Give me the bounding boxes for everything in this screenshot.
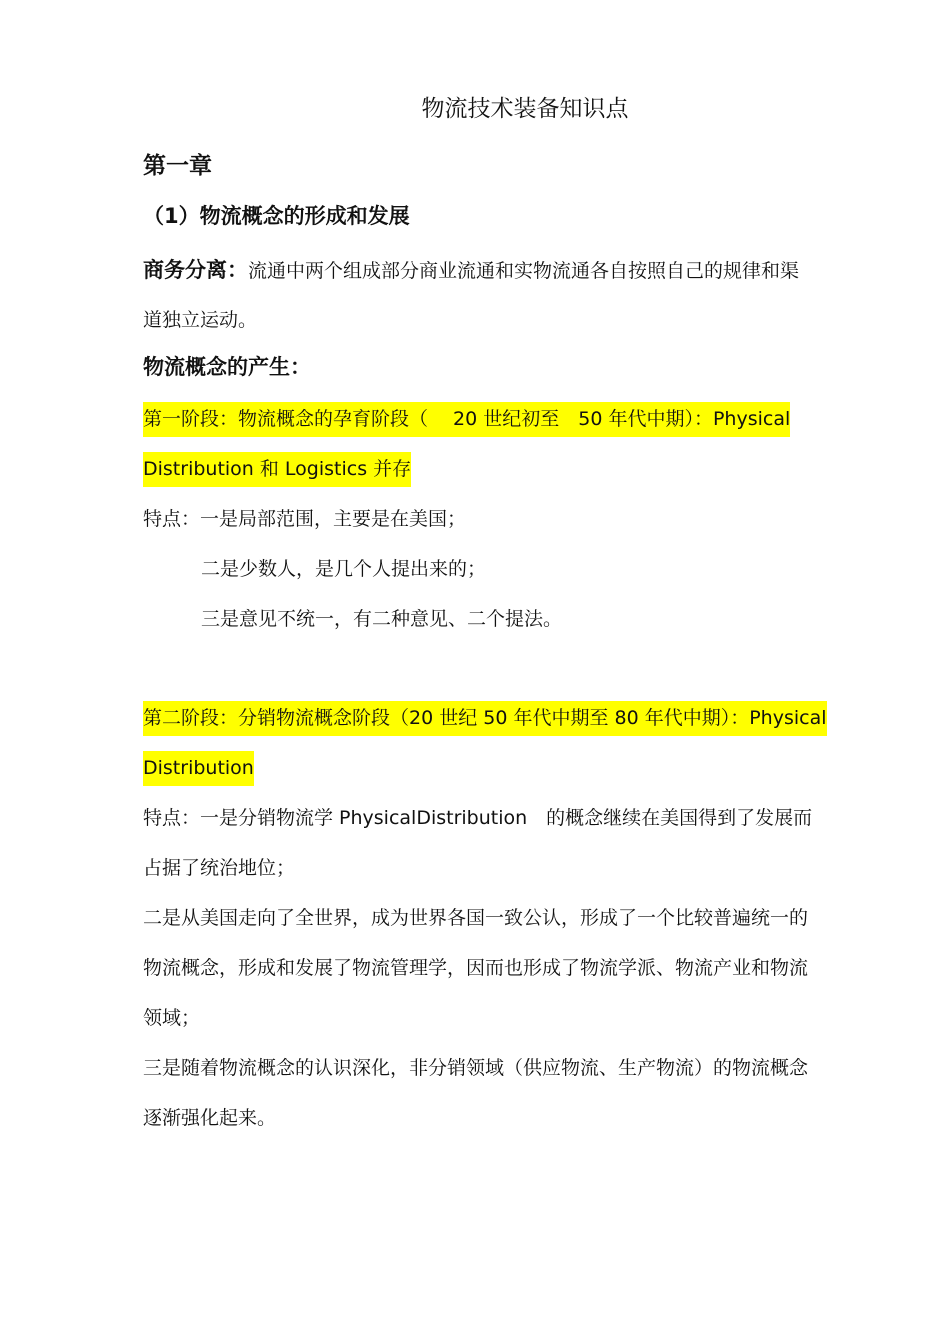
commerce-separation-continuation: 道独立运动。: [143, 309, 258, 331]
commerce-separation-term: 商务分离：: [143, 258, 248, 282]
stage2-feature: 领域；: [143, 1007, 201, 1029]
stage2-feature: 逐渐强化起来。: [143, 1107, 277, 1129]
stage2-highlight: 第二阶段：分销物流概念阶段（20 世纪 50 年代中期至 80 年代中期）：Physical: [143, 701, 827, 736]
stage1-title-line: [143, 405, 790, 433]
stage2-feature: 三是随着物流概念的认识深化，非分销领域（供应物流、生产物流）的物流概念: [143, 1057, 809, 1079]
stage1-feature: 二是少数人，是几个人提出来的；: [201, 558, 487, 580]
stage2-title-line: [143, 704, 827, 732]
commerce-separation-line: [143, 256, 799, 285]
stage1-title-continuation: [143, 455, 411, 483]
commerce-separation-text: 流通中两个组成部分商业流通和实物流通各自按照自己的规律和渠: [248, 260, 800, 282]
stage1-highlight-2: Distribution 和 Logistics 并存: [143, 452, 411, 487]
concept-origin-heading: 物流概念的产生：: [143, 355, 311, 379]
stage1-feature: 特点：一是局部范围，主要是在美国；: [143, 508, 467, 530]
section-heading: （1）物流概念的形成和发展: [143, 204, 410, 228]
stage2-feature: 占据了统治地位；: [143, 857, 296, 879]
stage2-feature: 特点：一是分销物流学 PhysicalDistribution 的概念继续在美国得到了发展而: [143, 807, 813, 829]
stage2-feature: 物流概念，形成和发展了物流管理学，因而也形成了物流学派、物流产业和物流: [143, 957, 809, 979]
stage1-highlight: 第一阶段：物流概念的孕育阶段（ 20 世纪初至 50 年代中期）：Physical: [143, 402, 790, 437]
stage1-feature: 三是意见不统一，有二种意见、二个提法。: [201, 608, 563, 630]
stage2-title-continuation: [143, 754, 254, 782]
stage2-highlight-2: Distribution: [143, 751, 254, 786]
stage2-feature: 二是从美国走向了全世界，成为世界各国一致公认，形成了一个比较普遍统一的: [143, 907, 809, 929]
chapter-heading: 第一章: [143, 153, 212, 179]
document-title: 物流技术装备知识点: [421, 96, 629, 122]
